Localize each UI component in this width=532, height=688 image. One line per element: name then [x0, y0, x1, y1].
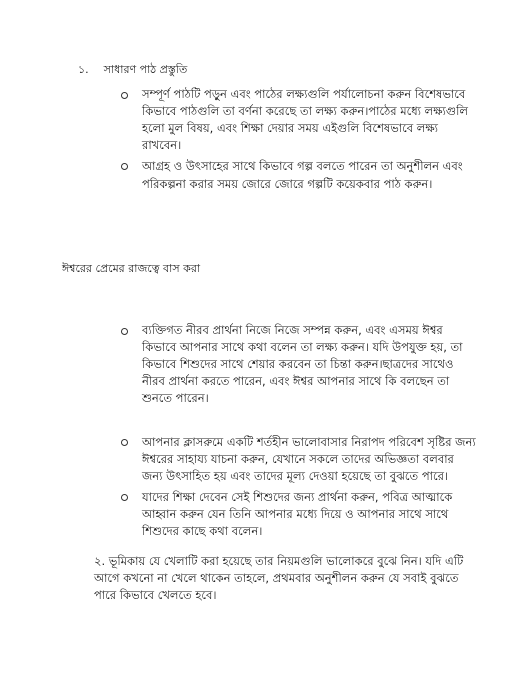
text-line: যাদের শিক্ষা দেবেন সেই শিশুদের জন্য প্রার্থনা করুন, পবিত্র আত্মাকে	[142, 490, 453, 504]
text-line: জন্য উৎসাহিত হয় এবং তাদের মূল্য দেওয়া হয়েছে তা বুঝতে পারে।	[142, 469, 449, 483]
text-line: ২. ভূমিকায় যে খেলাটি করা হয়েছে তার নিয়মগুলি ভালোকরে বুঝে নিন। যদি এটি	[94, 554, 464, 568]
text-line: সম্পূর্ণ পাঠটি পড়ুন এবং পাঠের লক্ষ্যগুলি পর্যালোচনা করুন বিশেষভাবে	[142, 87, 466, 101]
text-line: রাখবেন।	[142, 138, 182, 152]
bullet-icon	[121, 494, 128, 501]
text-line: শিশুদের কাছে কথা বলেন।	[142, 524, 263, 538]
bullet-icon	[121, 439, 128, 446]
bullet-icon	[121, 92, 128, 99]
section-heading: ঈশ্বরের প্রেমের রাজত্বে বাস করা	[62, 262, 201, 275]
text-line: ঈশ্বরের সাহায্য যাচনা করুন, যেখানে সকলে তাদের অভিজ্ঞতা বলবার	[142, 452, 454, 466]
bullet-icon	[121, 163, 128, 170]
text-line: কিভাবে পাঠগুলি তা বর্ণনা করেছে তা লক্ষ্য করুন।পাঠের মধ্যে লক্ষ্যগুলি	[142, 104, 468, 118]
bullet-icon	[121, 328, 128, 335]
section-1-heading	[78, 63, 187, 76]
text-line: পারে কিভাবে খেলতে হবে।	[94, 588, 217, 602]
text-line: আপনার ক্লাসরুমে একটি শর্তহীন ভালোবাসার নিরাপদ পরিবেশ সৃষ্টির জন্য	[142, 435, 476, 449]
text-line: আগ্রহ ও উৎসাহের সাথে কিভাবে গল্প বলতে পারেন তা অনুশীলন এবং	[142, 159, 463, 173]
text-line: পরিকল্পনা করার সময় জোরে জোরে গল্পটি কয়েকবার পাঠ করুন।	[142, 177, 433, 191]
text-line: ব্যক্তিগত নীরব প্রার্থনা নিজে নিজে সম্পন্ন করুন, এবং এসময় ঈশ্বর	[142, 323, 443, 337]
text-line: কিভাবে আপনার সাথে কথা বলেন তা লক্ষ্য করুন। যদি উপযুক্ত হয়, তা	[142, 340, 463, 354]
section-1-title: সাধারণ পাঠ প্রস্তুতি	[103, 63, 188, 76]
text-line: আগে কখনো না খেলে থাকেন তাহলে, প্রথমবার অনুশীলন করুন যে সবাই বুঝতে	[94, 571, 459, 585]
text-line: আহ্বান করুন যেন তিনি আপনার মধ্যে দিয়ে ও আপনার সাথে সাথে	[142, 507, 449, 521]
section-1-number: ১.	[78, 63, 89, 76]
text-line: কিভাবে শিশুদের সাথে শেয়ার করবেন তা চিন্তা করুন।ছাত্রদের সাথেও	[142, 357, 454, 371]
text-line: হলো মুল বিষয়, এবং শিক্ষা দেয়ার সময় এইগুলি বিশেষভাবে লক্ষ্য	[142, 121, 439, 135]
text-line: নীরব প্রার্থনা করতে পারেন, এবং ঈশ্বর আপনার সাথে কি বলছেন তা	[142, 374, 450, 388]
text-line: শুনতে পারেন।	[142, 391, 209, 405]
